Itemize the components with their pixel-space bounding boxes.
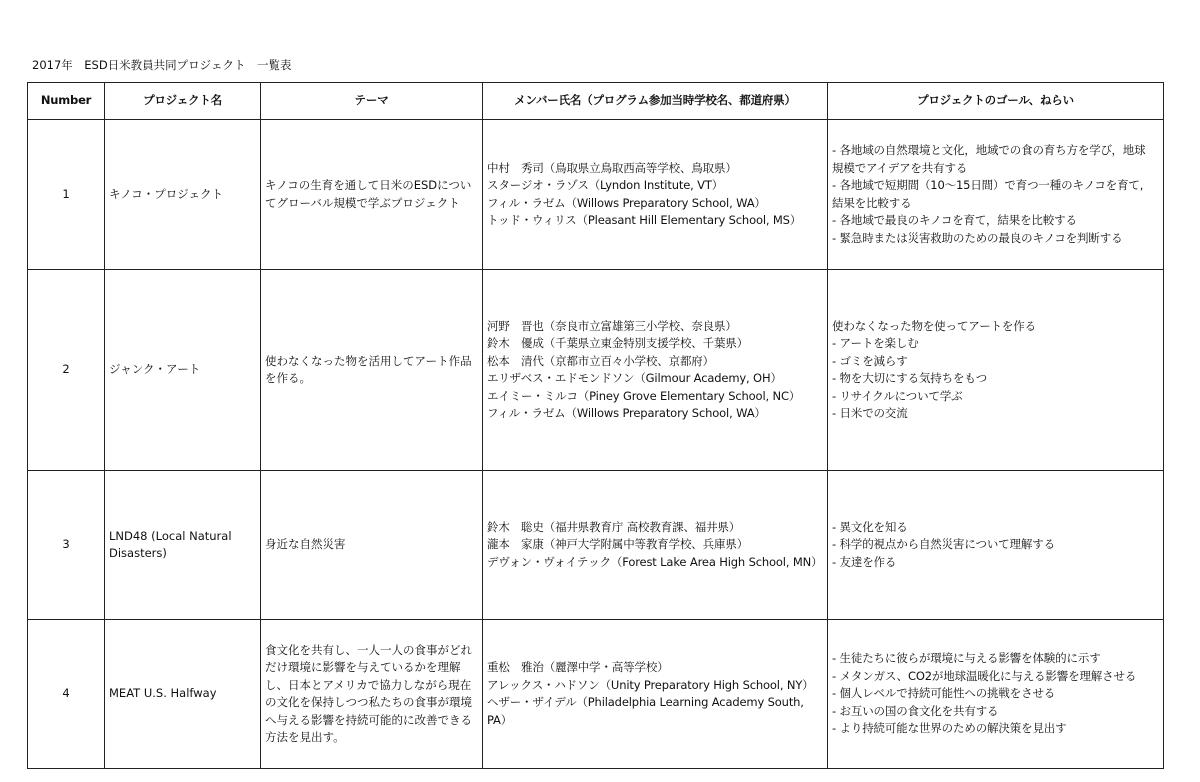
member-line: 鈴木 聡史（福井県教育庁 高校教育課、福井県） xyxy=(487,519,741,534)
header-members: メンバー氏名（プログラム参加当時学校名、都道府県） xyxy=(483,83,828,120)
project-table xyxy=(27,82,1164,769)
table-row xyxy=(28,270,1164,471)
member-line: エリザベス・エドモンドソン（Gilmour Academy, OH） xyxy=(487,371,782,385)
member-line: 松本 清代（京都市立百々小学校、京都府） xyxy=(487,353,714,368)
table-row xyxy=(28,620,1164,769)
goal-line: - 生徒たちに彼らが環境に与える影響を体験的に示す xyxy=(832,651,1101,666)
goal-line: - 個人レベルで持続可能性への挑戦をさせる xyxy=(832,686,1056,701)
cell-theme xyxy=(261,620,483,769)
cell-goal xyxy=(828,471,1164,620)
goal-line: - 物を大切にする気持ちをもつ xyxy=(832,371,988,385)
goal-line: 使わなくなった物を使ってアートを作る xyxy=(832,318,1036,333)
theme-text: 食文化を共有し、一人一人の食事がどれだけ環境に影響を与えているかを理解し、日本とアメリカで協力しながら現在の文化を保持しつつ私たちの食事が環境へ与える影響を持続可能的に改善できる方法を見出す。 xyxy=(265,642,472,744)
cell-number: 1 xyxy=(28,120,105,270)
goal-line: - お互いの国の食文化を共有する xyxy=(832,703,999,718)
cell-number: 4 xyxy=(28,620,105,769)
theme-text: 使わなくなった物を活用してアート作品を作る。 xyxy=(265,353,472,385)
goal-line: - リサイクルについて学ぶ xyxy=(832,388,963,403)
document-title: 2017年 ESD日米教員共同プロジェクト 一覧表 xyxy=(32,58,292,72)
member-line: ヘザー・ザイデル（Philadelphia Learning Academy South, xyxy=(487,695,804,709)
cell-members xyxy=(483,270,828,471)
goal-line: - 日米での交流 xyxy=(832,406,908,420)
member-line: 河野 晋也（奈良市立富雄第三小学校、奈良県） xyxy=(487,318,737,333)
member-line: フィル・ラゼム（Willows Preparatory School, WA） xyxy=(487,406,766,420)
header-row xyxy=(28,83,1164,120)
goal-line: - 緊急時または災害救助のための最良のキノコを判断する xyxy=(832,230,1123,245)
cell-project-name: MEAT U.S. Halfway xyxy=(105,620,261,769)
goal-line: - ゴミを減らす xyxy=(832,353,908,368)
goal-line: 規模でアイデアを共有する xyxy=(832,160,968,175)
goal-line: - 各地域の自然環境と文化，地域での食の育ち方を学び，地球 xyxy=(832,143,1146,157)
header-goal: プロジェクトのゴール、ねらい xyxy=(828,83,1164,120)
cell-goal xyxy=(828,620,1164,769)
cell-number: 2 xyxy=(28,270,105,471)
cell-theme xyxy=(261,120,483,270)
cell-goal xyxy=(828,120,1164,270)
member-line: アレックス・ハドソン（Unity Preparatory High School, NY） xyxy=(487,677,814,692)
goal-line: - メタンガス、CO2が地球温暖化に与える影響を理解させる xyxy=(832,668,1137,683)
goal-line: - アートを楽しむ xyxy=(832,336,919,350)
goal-line: - 各地域で最良のキノコを育て，結果を比較する xyxy=(832,213,1077,227)
member-line: 中村 秀司（鳥取県立鳥取西高等学校、鳥取県） xyxy=(487,160,737,175)
cell-project-name: キノコ・プロジェクト xyxy=(105,120,261,270)
cell-number: 3 xyxy=(28,471,105,620)
member-line: 重松 雅治（麗澤中学・高等学校） xyxy=(487,660,669,674)
goal-line: - 友達を作る xyxy=(832,554,897,569)
goal-line: - 科学的視点から自然災害について理解する xyxy=(832,537,1055,552)
goal-line: 結果を比較する xyxy=(832,195,912,210)
header-number: Number xyxy=(28,83,105,120)
cell-theme xyxy=(261,471,483,620)
cell-goal xyxy=(828,270,1164,471)
member-line: フィル・ラゼム（Willows Preparatory School, WA） xyxy=(487,195,766,210)
table-row xyxy=(28,471,1164,620)
goal-line: - 各地域で短期間（10～15日間）で育つ一種のキノコを育て, xyxy=(832,178,1144,192)
member-line: PA） xyxy=(487,712,513,727)
cell-members xyxy=(483,120,828,270)
member-line: 瀧本 家康（神戸大学附属中等教育学校、兵庫県） xyxy=(487,537,749,552)
cell-members xyxy=(483,471,828,620)
member-line: デヴォン・ヴォイテック（Forest Lake Area High School, MN） xyxy=(487,554,823,569)
goal-line: - 異文化を知る xyxy=(832,519,908,534)
header-project-name: プロジェクト名 xyxy=(105,83,261,120)
cell-members xyxy=(483,620,828,769)
member-line: スタージオ・ラゾス（Lyndon Institute, VT） xyxy=(487,178,724,192)
member-line: トッド・ウィリス（Pleasant Hill Elementary School, MS） xyxy=(487,213,802,227)
header-theme: テーマ xyxy=(261,83,483,120)
member-line: エイミー・ミルコ（Piney Grove Elementary School, NC） xyxy=(487,388,801,403)
project-name-text: LND48 (Local Natural Disasters) xyxy=(109,528,232,560)
cell-theme xyxy=(261,270,483,471)
member-line: 鈴木 優成（千葉県立東金特別支援学校、千葉県） xyxy=(487,336,749,350)
goal-line: - より持続可能な世界のための解決策を見出す xyxy=(832,721,1067,736)
theme-text: キノコの生育を通して日米のESDについてグローバル規模で学ぶプロジェクト xyxy=(265,178,472,210)
cell-project-name: ジャンク・アート xyxy=(105,270,261,471)
table-row xyxy=(28,120,1164,270)
theme-text: 身近な自然災害 xyxy=(265,537,346,552)
cell-project-name xyxy=(105,471,261,620)
